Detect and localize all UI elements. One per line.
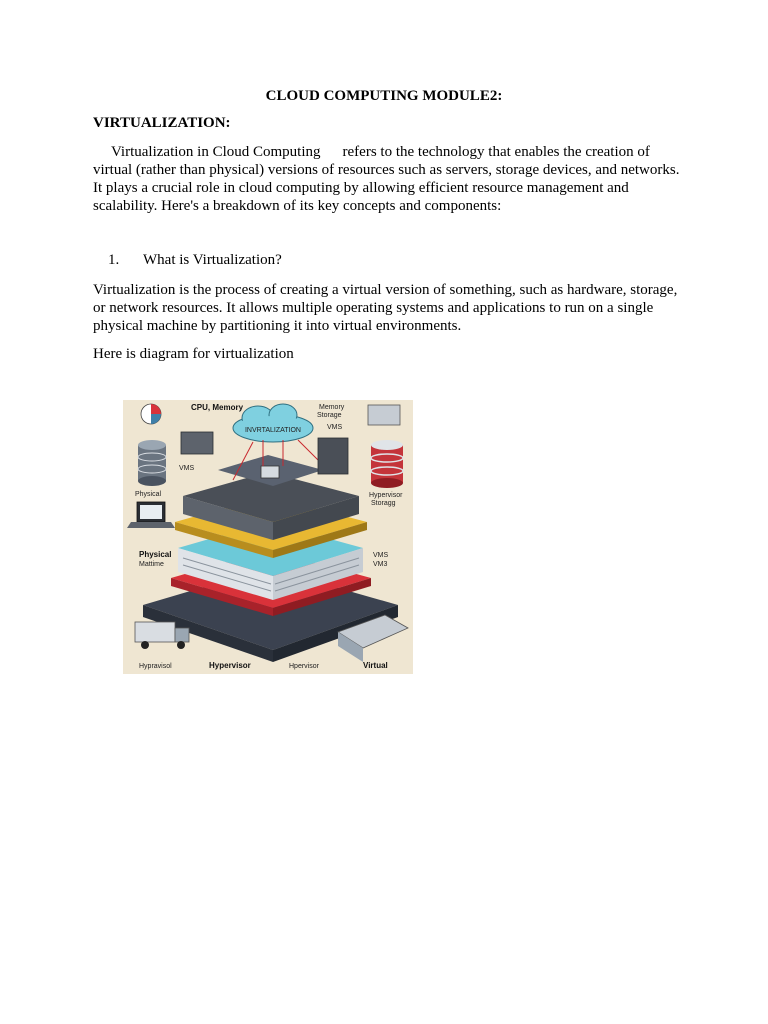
label-vms-left: VMS xyxy=(179,465,195,472)
label-vm-right-1: VMS xyxy=(373,552,389,559)
label-bottom-1: Hypravisol xyxy=(139,663,172,670)
intro-rest: refers to the technology that enables the creation of virtual (rather than physical) versions of resources such as servers, storage devices, and networks. It plays a crucial role in cloud computing by allowing efficient resource management and scalability. Here's a breakdown of its key concepts and components: xyxy=(93,144,680,214)
server-icon-left xyxy=(181,432,213,454)
label-bottom-3: Hpervisor xyxy=(289,663,319,670)
laptop-icon xyxy=(127,502,175,528)
cloud-label: INVRTALIZATION xyxy=(244,427,302,434)
label-physical-machine: Physical xyxy=(139,550,172,559)
intro-paragraph xyxy=(93,143,683,215)
pie-chart-icon xyxy=(141,404,161,424)
list-text: What is Virtualization? xyxy=(143,252,282,268)
label-hypervisor: Hypervisor xyxy=(369,492,403,499)
section-heading: VIRTUALIZATION: xyxy=(93,115,231,131)
diagram-intro: Here is diagram for virtualization xyxy=(93,346,294,362)
intro-lead: Virtualization in Cloud Computing xyxy=(111,144,321,160)
list-number: 1. xyxy=(108,252,120,268)
label-mattime: Mattime xyxy=(139,561,164,568)
definition-paragraph: Virtualization is the process of creating a virtual version of something, such as hardware, storage, or network resources. It allows multiple operating systems and applications to run on a single physical machine by partitioning it into virtual environments. xyxy=(93,282,678,334)
document-title: CLOUD COMPUTING MODULE2: xyxy=(265,88,503,104)
cpu-chip xyxy=(261,466,279,478)
label-bottom-2: Hypervisor xyxy=(209,661,251,670)
label-storagg: Storagg xyxy=(371,500,396,507)
label-vm-right-2: VM3 xyxy=(373,561,388,568)
label-memory: Memory xyxy=(319,404,345,411)
storage-cylinder-left xyxy=(138,440,166,486)
diagram-svg xyxy=(123,400,413,674)
label-cpu-memory: CPU, Memory xyxy=(191,403,244,412)
cloud-shape xyxy=(233,404,313,442)
label-bottom-4: Virtual xyxy=(363,661,388,670)
label-vms-top: VMS xyxy=(327,424,343,431)
label-storage: Storage xyxy=(317,412,342,419)
virtualization-diagram xyxy=(123,400,413,674)
server-icon-right xyxy=(318,438,348,474)
storage-cylinder-right xyxy=(371,440,403,488)
label-physical: Physical xyxy=(135,491,162,498)
device-icon-topright xyxy=(368,405,400,425)
list-item xyxy=(108,252,282,269)
